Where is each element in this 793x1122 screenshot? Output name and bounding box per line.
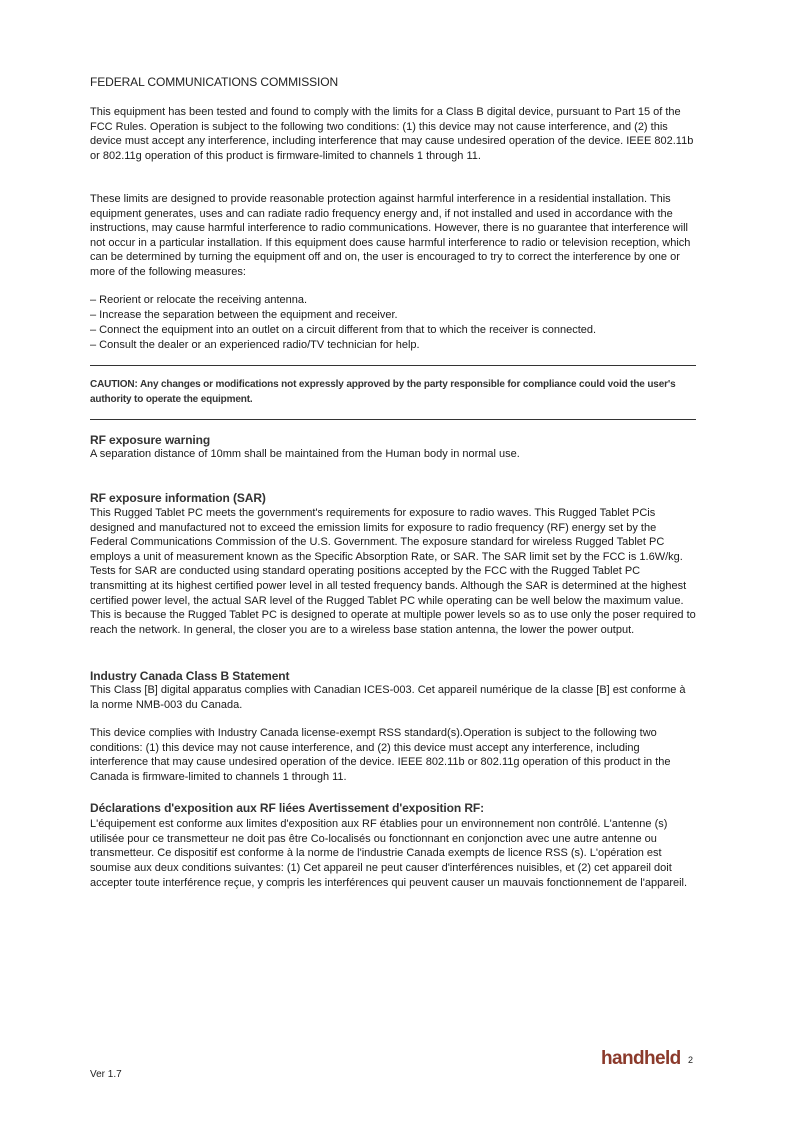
- rf-warning-text: A separation distance of 10mm shall be maintained from the Human body in normal use.: [90, 448, 520, 460]
- ic-text-2: This device complies with Industry Canada license-exempt RSS standard(s).Operation is subject to the following two conditions: (1) this device may not cause interference, and (2) this device must accept any interference, including interference that may cause undesired operation of the device. IEEE 802.11b or 802.11g operation of this product in the Canada is firmware-limited to channels 1 through 11.: [90, 727, 671, 783]
- measures-list: [90, 293, 696, 353]
- fr-heading: Déclarations d'exposition aux RF liées Avertissement d'exposition RF:: [90, 801, 485, 815]
- fcc-text-1: This equipment has been tested and found to comply with the limits for a Class B digital device, pursuant to Part 15 of the FCC Rules. Operation is subject to the following two conditions: (1) this device may not cause interference, and (2) this device must accept any interference, including interference that may cause undesired operation of the device. IEEE 802.11b or 802.11g operation of this product is firmware-limited to channels 1 through 11.: [90, 106, 694, 162]
- divider-bottom: [90, 419, 696, 420]
- page-number: 2: [688, 1055, 694, 1065]
- section-title: FEDERAL COMMUNICATIONS COMMISSION: [90, 75, 339, 89]
- ic-text-1: This Class [B] digital apparatus complies with Canadian ICES-003. Cet appareil numérique de la classe [B] est conforme à la norme NMB-003 du Canada.: [90, 684, 686, 711]
- sar-section: [90, 491, 696, 637]
- list-item: – Consult the dealer or an experienced radio/TV technician for help.: [90, 338, 420, 351]
- list-item: – Connect the equipment into an outlet on a circuit different from that to which the receiver is connected.: [90, 323, 597, 336]
- fr-section: [90, 801, 696, 891]
- list-item: – Reorient or relocate the receiving antenna.: [90, 294, 308, 306]
- sar-text: This Rugged Tablet PC meets the government's requirements for exposure to radio waves. This Rugged Tablet PCis designed and manufactured not to exceed the emission limits for exposure to radio frequency (RF) energy set by the Federal Communications Commission of the U.S. Government. The exposure standard for wireless Rugged Tablet PC employs a unit of measurement known as the Specific Absorption Rate, or SAR. The SAR limit set by the FCC is 1.6W/kg. Tests for SAR are conducted using standard operating positions accepted by the FCC with the Rugged Tablet PC transmitting at its highest certified power level in all tested frequency bands. Although the SAR is determined at the highest certified power level, the actual SAR level of the Rugged Tablet PC while operating can be well below the maximum value. This is because the Rugged Tablet PC is designed to operate at multiple power levels so as to use only the poser required to reach the network. In general, the closer you are to a wireless base station antenna, the lower the power output.: [90, 507, 696, 636]
- sar-heading: RF exposure information (SAR): [90, 491, 266, 505]
- divider-top: [90, 365, 696, 366]
- ic-section: [90, 669, 696, 785]
- caution-notice: CAUTION: Any changes or modifications not expressly approved by the party responsible for compliance could void the user's authority to operate the equipment.: [90, 379, 676, 405]
- rf-warning-section: [90, 433, 696, 462]
- rf-warning-heading: RF exposure warning: [90, 433, 211, 447]
- version-label: Ver 1.7: [90, 1069, 122, 1080]
- fr-text: L'équipement est conforme aux limites d'exposition aux RF établies pour un environnement non contrôlé. L'antenne (s) utilisée pour ce transmetteur ne doit pas être Co-localisés ou fonctionnant en conjonction avec une autre antenne ou transmetteur. Ce dispositif est conforme à la norme de l'industrie Canada exempts de licence RSS (s). L'opération est soumise aux deux conditions suivantes: (1) Cet appareil ne peut causer d'interférences nuisibles, et (2) cet appareil doit accepter toute interférence reçue, y compris les interférences qui peuvent causer un mauvais fonctionnement de l'appareil.: [90, 818, 688, 889]
- fcc-paragraph-2: [90, 192, 696, 280]
- fcc-paragraph-1: [90, 105, 696, 163]
- ic-heading: Industry Canada Class B Statement: [90, 669, 290, 683]
- list-item: – Increase the separation between the equipment and receiver.: [90, 308, 398, 321]
- fcc-text-2: These limits are designed to provide reasonable protection against harmful interference in a residential installation. This equipment generates, uses and can radiate radio frequency energy and, if not installed and used in accordance with the instructions, may cause harmful interference to radio communications. However, there is no guarantee that interference will not occur in a particular installation. If this equipment does cause harmful interference to radio or television reception, which can be determined by turning the equipment off and on, the user is encouraged to try to correct the interference by one or more of the following measures:: [90, 193, 691, 278]
- brand-logo: handheld: [601, 1048, 681, 1069]
